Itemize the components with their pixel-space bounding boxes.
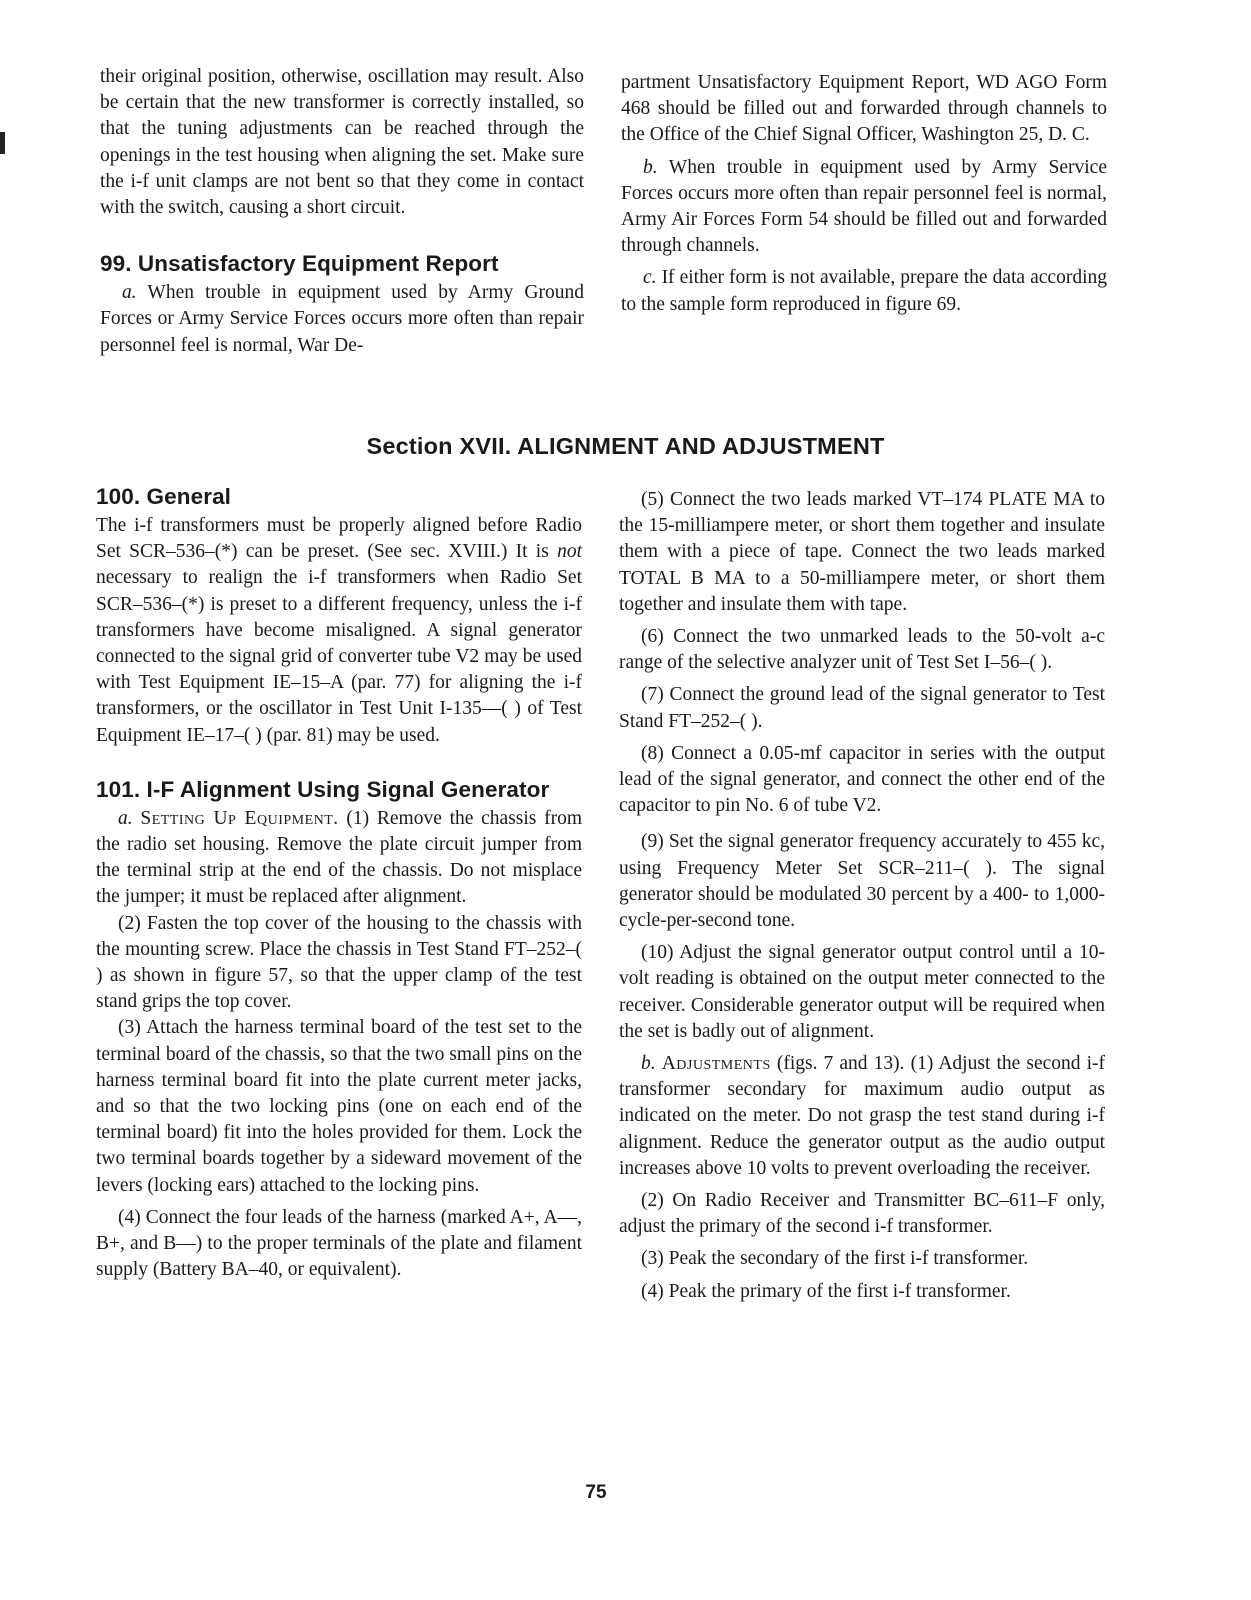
paragraph-99c-text: If either form is not available, prepare the data according to the sample form reproduced in figure 69. [621, 267, 1107, 315]
heading-100: 100. General [96, 484, 232, 509]
label-b: b. [643, 156, 658, 178]
continued-paragraph-right: partment Unsatisfactory Equipment Report, WD AGO Form 468 should be filled out and forwarded through channels to the Office of the Chief Signal Officer, Washington 25, D. C. [621, 72, 1107, 146]
paragraph-99b-text: When trouble in equipment used by Army Service Forces occurs more often than repair personnel feel is normal, Army Air Forces Form 54 should be filled out and forwarded through channels. [621, 156, 1107, 257]
paragraph-99a [100, 280, 584, 359]
step-3: (3) Attach the harness terminal board of the test set to the terminal board of the chassis, so that the two small pins on the harness terminal board fit into the plate current meter jacks, and so that the two locking pins (one on each end of the terminal board) fit into the holes provided for them. Lock the two terminal boards together by a sideward movement of the levers (locking ears) attached to the locking pins. [96, 1017, 582, 1196]
step-5: (5) Connect the two leads marked VT–174 PLATE MA to the 15-milliampere meter, or short them together and insulate them with a piece of tape. Connect the two leads marked TOTAL B MA to a 50-milliampere meter, or short them together and insulate them with tape. [619, 489, 1105, 615]
paragraph-101b [619, 1051, 1105, 1182]
step-8: (8) Connect a 0.05-mf capacitor in series with the output lead of the signal generator, and connect the other end of the capacitor to pin No. 6 of tube V2. [619, 742, 1105, 817]
paragraph-101a [96, 806, 582, 911]
step-2: (2) Fasten the top cover of the housing to the chassis with the mounting screw. Place the chassis in Test Stand FT–252–( ) as shown in figure 57, so that the upper clamp of the test stand grips the top cover. [96, 912, 582, 1013]
label-a-101: a. [118, 807, 133, 829]
page-number: 75 [585, 1482, 607, 1503]
bottom-right-column [619, 487, 1105, 1305]
top-right-column [621, 70, 1107, 318]
paragraph-99c [621, 265, 1107, 317]
paragraph-100 [96, 513, 582, 749]
label-c: c. [643, 267, 657, 289]
section-title: Section XVII. ALIGNMENT AND ADJUSTMENT [366, 433, 885, 459]
paragraph-100-text-b: necessary to realign the i-f transformers when Radio Set SCR–536–(*) is preset to a different frequency, unless the i-f transformers have become misaligned. A signal generator connected to the signal grid of converter tube V2 may be used with Test Equipment IE–15–A (par. 77) for aligning the i-f transformers, or the oscillator in Test Unit I-135—( ) of Test Equipment IE–17–( ) (par. 81) may be used. [96, 567, 582, 746]
adjustment-2: (2) On Radio Receiver and Transmitter BC–611–F only, adjust the primary of the second i-f transformer. [619, 1190, 1105, 1238]
continued-paragraph: their original position, otherwise, oscillation may result. Also be certain that the new transformer is correctly installed, so that the tuning adjustments can be reached through the openings in the test housing when aligning the set. Make sure the i-f unit clamps are not bent so that they come in contact with the switch, causing a short circuit. [100, 66, 584, 219]
label-b-101: b. [641, 1053, 656, 1075]
step-4: (4) Connect the four leads of the harness (marked A+, A—, B+, and B—) to the proper terminals of the plate and filament supply (Battery BA–40, or equivalent). [96, 1206, 582, 1281]
binding-edge-mark [0, 132, 5, 154]
paragraph-99b [621, 155, 1107, 260]
subhead-setting-up-equipment: Setting Up Equipment. [140, 807, 339, 829]
subhead-adjustments: Adjustments [661, 1053, 771, 1075]
bottom-left-column [96, 484, 582, 1283]
heading-101: 101. I-F Alignment Using Signal Generator [96, 776, 550, 802]
step-7: (7) Connect the ground lead of the signal generator to Test Stand FT–252–( ). [619, 684, 1105, 732]
emphasis-not: not [557, 541, 582, 563]
step-6: (6) Connect the two unmarked leads to the 50-volt a-c range of the selective analyzer unit of Test Set I–56–( ). [619, 626, 1105, 674]
paragraph-101a-text: (1) Remove the chassis from the radio set housing. Remove the plate circuit jumper from the terminal strip at the end of the chassis. Do not misplace the jumper; it must be replaced after alignment. [96, 807, 583, 908]
adjustment-4: (4) Peak the primary of the first i-f transformer. [641, 1280, 1011, 1302]
paragraph-101b-text: (figs. 7 and 13). (1) Adjust the second i-f transformer secondary for maximum audio output as indicated on the meter. Do not grasp the test stand during i-f alignment. Reduce the generator output as the audio output increases above 10 volts to prevent overloading the receiver. [619, 1053, 1106, 1179]
paragraph-99a-text: When trouble in equipment used by Army Ground Forces or Army Service Forces occurs more often than repair personnel feel is normal, War De- [100, 282, 584, 356]
step-10: (10) Adjust the signal generator output control until a 10-volt reading is obtained on the output meter connected to the receiver. Considerable generator output will be required when the set is badly out of alignment. [619, 942, 1105, 1042]
adjustment-3: (3) Peak the secondary of the first i-f transformer. [641, 1248, 1029, 1270]
label-a: a. [122, 282, 137, 304]
heading-99: 99. Unsatisfactory Equipment Report [100, 251, 499, 277]
top-left-column [100, 64, 584, 359]
step-9: (9) Set the signal generator frequency accurately to 455 kc, using Frequency Meter Set SCR–211–( ). The signal generator should be modulated 30 percent by a 400- to 1,000-cycle-per-second tone. [619, 831, 1105, 932]
paragraph-100-text-a: The i-f transformers must be properly aligned before Radio Set SCR–536–(*) can be preset. (See sec. XVIII.) It is [96, 515, 582, 563]
